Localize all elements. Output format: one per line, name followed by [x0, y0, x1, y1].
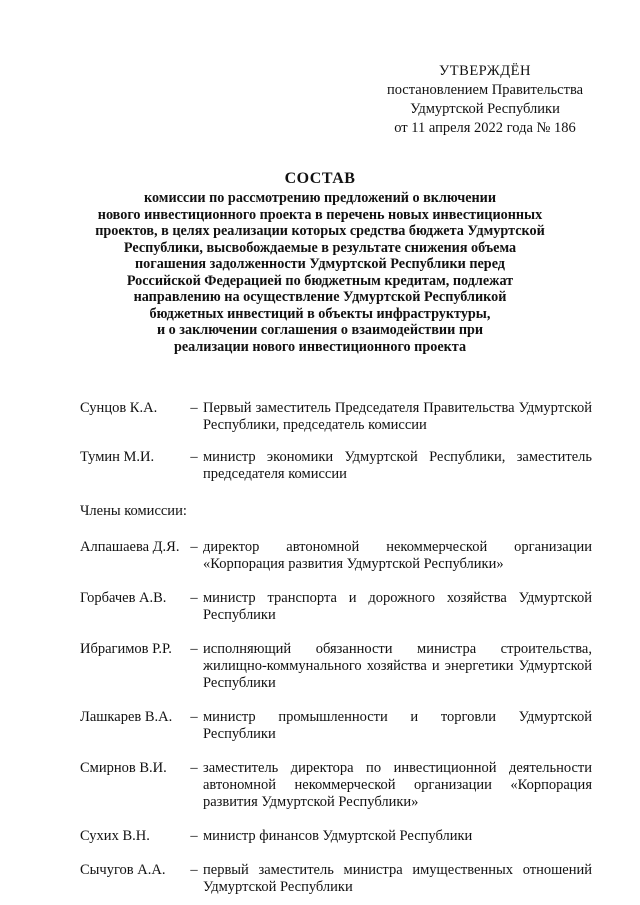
member-dash: –	[190, 400, 198, 416]
approval-line: постановлением Правительства	[386, 82, 584, 98]
member-role: министр промышленности и торговли Удмуртской Республики	[203, 709, 592, 742]
member-name: Сычугов А.А.	[80, 862, 166, 878]
member-dash: –	[190, 862, 198, 878]
member-role: Первый заместитель Председателя Правительства Удмуртской Республики, председатель комиссии	[203, 400, 592, 433]
title-line: Республики, высвобождаемые в результате снижения объема	[123, 239, 517, 256]
member-dash: –	[190, 590, 198, 606]
member-name: Лашкарев В.А.	[80, 709, 173, 725]
member-row	[80, 828, 592, 845]
member-name: Смирнов В.И.	[80, 760, 167, 776]
member-role: министр транспорта и дорожного хозяйства Удмуртской Республики	[203, 590, 592, 623]
title-line: направлению на осуществление Удмуртской Республикой	[133, 289, 507, 305]
member-dash: –	[190, 539, 198, 555]
member-name: Горбачев А.В.	[80, 590, 167, 606]
approval-heading: УТВЕРЖДЁН	[439, 63, 531, 79]
member-name: Алпашаева Д.Я.	[80, 539, 180, 555]
title-line: реализации нового инвестиционного проекта	[173, 338, 467, 355]
member-name: Тумин М.И.	[80, 449, 155, 465]
member-row	[80, 709, 592, 743]
member-role: исполняющий обязанности министра строительства, жилищно-коммунального хозяйства и энергетики Удмуртской Республики	[203, 641, 592, 691]
member-dash: –	[190, 641, 198, 657]
member-row	[80, 539, 592, 573]
member-name: Сунцов К.А.	[80, 400, 158, 416]
approval-date: от 11 апреля 2022 года № 186	[394, 120, 576, 136]
member-role: первый заместитель министра имущественных отношений Удмуртской Республики	[203, 862, 592, 895]
member-name: Сухих В.Н.	[80, 828, 150, 844]
members-label: Члены комиссии:	[80, 503, 187, 519]
title-line: Российской Федерацией по бюджетным кредитам, подлежат	[126, 272, 514, 289]
member-row	[80, 590, 592, 624]
member-dash: –	[190, 828, 198, 844]
member-role: заместитель директора по инвестиционной деятельности автономной некоммерческой организации «Корпорация развития Удмуртской Республики»	[203, 760, 592, 810]
member-dash: –	[190, 760, 198, 776]
approval-stamp	[380, 62, 590, 138]
document-title	[70, 168, 570, 355]
member-dash: –	[190, 449, 198, 465]
member-role: директор автономной некоммерческой организации «Корпорация развития Удмуртской Республики»	[203, 539, 592, 572]
member-row	[80, 449, 592, 483]
commission-list	[80, 400, 592, 896]
member-row	[80, 862, 592, 896]
member-row	[80, 641, 592, 692]
member-row	[80, 400, 592, 434]
member-dash: –	[190, 709, 198, 725]
title-line: и о заключении соглашения о взаимодействии при	[156, 322, 484, 338]
title-line: проектов, в целях реализации которых средства бюджета Удмуртской	[95, 223, 545, 239]
title-line: нового инвестиционного проекта в перечень новых инвестиционных	[97, 206, 543, 223]
title-line: комиссии по рассмотрению предложений о включении	[143, 190, 497, 206]
member-row	[80, 760, 592, 811]
title-line: погашения задолженности Удмуртской Республики перед	[135, 256, 505, 272]
member-name: Ибрагимов Р.Р.	[80, 641, 172, 657]
member-role: министр финансов Удмуртской Республики	[203, 828, 473, 844]
title-main: СОСТАВ	[284, 170, 356, 187]
title-line: бюджетных инвестиций в объекты инфраструктуры,	[149, 305, 491, 322]
approval-line: Удмуртской Республики	[410, 101, 560, 117]
member-role: министр экономики Удмуртской Республики, заместитель председателя комиссии	[203, 449, 592, 482]
